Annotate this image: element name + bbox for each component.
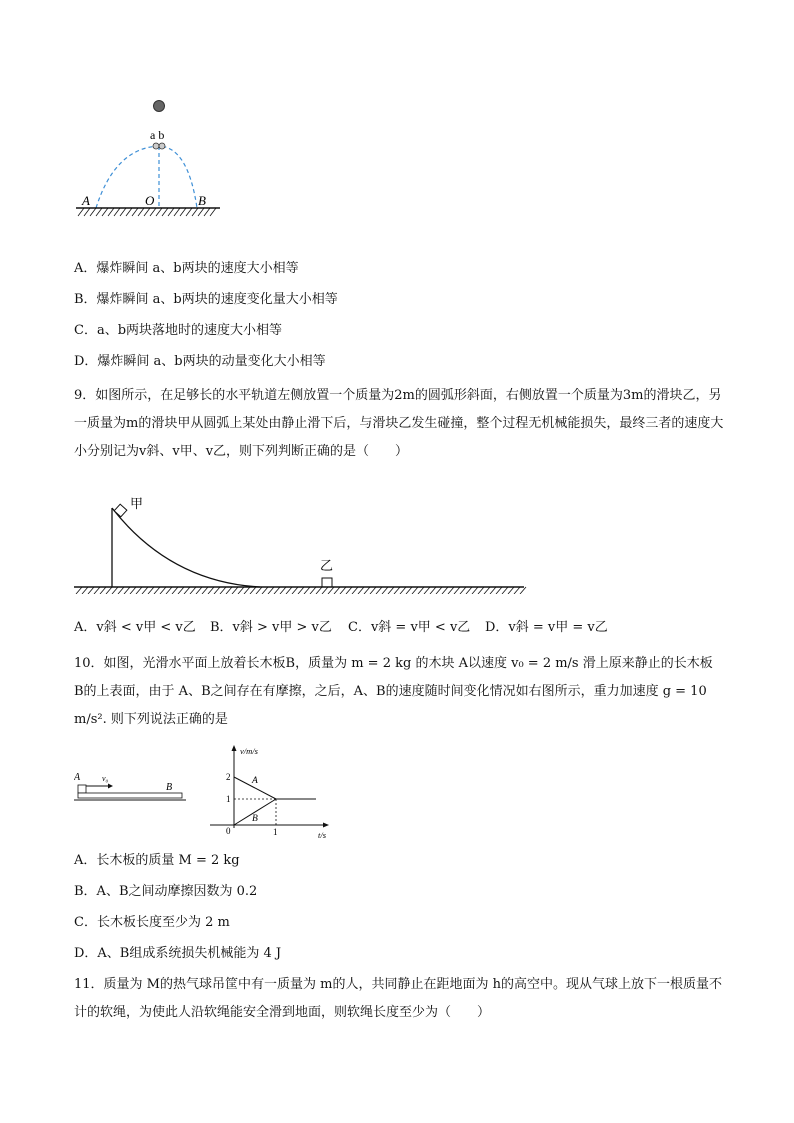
slope-curve xyxy=(112,508,260,587)
hatch-mark xyxy=(94,587,100,594)
hatch-mark xyxy=(448,587,454,594)
arrow-head xyxy=(108,784,113,789)
tick-x-1: 1 xyxy=(273,827,278,837)
hatch-mark xyxy=(76,587,82,594)
hatch-mark xyxy=(130,587,136,594)
hatch-mark xyxy=(436,587,442,594)
label-jia: 甲 xyxy=(130,496,144,511)
hatch-mark xyxy=(496,587,502,594)
hatch-mark xyxy=(520,587,526,594)
hatch-mark xyxy=(166,587,172,594)
hatch-mark xyxy=(466,587,472,594)
hatch-mark xyxy=(160,587,166,594)
hatch-mark xyxy=(328,587,334,594)
top-ball xyxy=(154,101,165,112)
hatch-mark xyxy=(418,587,424,594)
hatch-mark xyxy=(136,587,142,594)
hatch-mark xyxy=(124,587,130,594)
q8-option-a: A．爆炸瞬间 a、b两块的速度大小相等 xyxy=(74,261,299,276)
y-axis-arrow xyxy=(232,745,237,751)
tick-y-2: 2 xyxy=(226,772,231,782)
q10-option-a: A．长木板的质量 M = 2 kg xyxy=(74,853,240,868)
hatch-mark xyxy=(430,587,436,594)
hatch-mark xyxy=(322,587,328,594)
label-v0: v₀ xyxy=(102,774,109,783)
hatch-mark xyxy=(154,587,160,594)
hatch-mark xyxy=(172,587,178,594)
hatch-mark xyxy=(106,587,112,594)
hatch-mark xyxy=(280,587,286,594)
hatch-mark xyxy=(298,587,304,594)
q9-option-c: C．v斜 = v甲 < v乙 xyxy=(348,620,471,635)
hatch-mark xyxy=(502,587,508,594)
q9-question-text: 9．如图所示，在足够长的水平轨道左侧放置一个质量为2m的圆弧形斜面，右侧放置一个质量为3m的滑块乙，另一质量为m的滑块甲从圆弧上某处由静止滑下后，与滑块乙发生碰撞，整个过程无机械能损失，最终三者的速度大小分别记为v斜、v甲、v乙，则下列判断正确的是（ ） xyxy=(74,388,724,459)
hatch-mark xyxy=(454,587,460,594)
block-jia xyxy=(114,504,127,517)
q8-option-b: B．爆炸瞬间 a、b两块的速度变化量大小相等 xyxy=(74,292,338,307)
hatch-mark xyxy=(202,587,208,594)
hatch-mark xyxy=(226,587,232,594)
hatch-mark xyxy=(382,587,388,594)
hatch-mark xyxy=(388,587,394,594)
hatch-mark xyxy=(118,587,124,594)
x-axis-label: t/s xyxy=(318,830,327,840)
hatch-mark xyxy=(112,587,118,594)
q10-option-c: C．长木板长度至少为 2 m xyxy=(74,915,230,930)
hatch-mark xyxy=(406,587,412,594)
q9-option-a: A．v斜 < v甲 < v乙 xyxy=(74,620,196,635)
q10-question-text: 10．如图，光滑水平面上放着长木板B，质量为 m = 2 kg 的木块 A以速度 v₀ = 2 m/s 滑上原来静止的长木板 B的上表面，由于 A、B之间存在有摩擦，之后，A、B的速度随时间变化情况如右图所示，重力加速度 g = 10 m/s². 则下列说法正确的是 xyxy=(74,656,713,727)
fragment-a xyxy=(153,143,159,149)
q8-explosion-diagram xyxy=(70,96,230,221)
block-A xyxy=(78,785,86,793)
fragment-b xyxy=(159,143,165,149)
hatch-mark xyxy=(484,587,490,594)
hatch-mark xyxy=(208,587,214,594)
tick-y-1: 1 xyxy=(226,794,231,804)
hatch-mark xyxy=(508,587,514,594)
label-O: O xyxy=(145,193,155,208)
board-B xyxy=(78,793,182,798)
hatch-mark xyxy=(340,587,346,594)
block-yi xyxy=(322,578,332,587)
q9-options-row xyxy=(74,618,724,638)
hatch-mark xyxy=(190,587,196,594)
hatch-mark xyxy=(472,587,478,594)
curve-A-label: A xyxy=(252,776,258,786)
hatch-mark xyxy=(310,587,316,594)
q9-option-d: D．v斜 = v甲 = v乙 xyxy=(485,620,608,635)
hatch-mark xyxy=(178,587,184,594)
x-axis-arrow xyxy=(323,823,329,828)
hatch-mark xyxy=(184,587,190,594)
q10-board-diagram xyxy=(74,770,186,804)
q11-question-text: 11．质量为 M的热气球吊筐中有一质量为 m的人，共同静止在距地面为 h的高空中。现从气球上放下一根质量不计的软绳，为使此人沿软绳能安全滑到地面，则软绳长度至少为（ ） xyxy=(74,977,722,1020)
hatch-mark xyxy=(490,587,496,594)
q10-option-b: B．A、B之间动摩擦因数为 0.2 xyxy=(74,884,258,899)
q8-option-c: C．a、b两块落地时的速度大小相等 xyxy=(74,323,283,338)
hatch-mark xyxy=(88,587,94,594)
ground-hatching xyxy=(76,587,526,594)
q10-option-d: D．A、B组成系统损失机械能为 4 J xyxy=(74,946,282,961)
hatch-mark xyxy=(304,587,310,594)
hatch-mark xyxy=(352,587,358,594)
q10-vt-graph xyxy=(206,742,336,842)
label-B: B xyxy=(198,193,206,208)
hatch-mark xyxy=(244,587,250,594)
hatch-mark xyxy=(346,587,352,594)
hatch-mark xyxy=(412,587,418,594)
ab-label: a b xyxy=(150,128,165,142)
label-yi: 乙 xyxy=(320,558,334,573)
hatch-mark xyxy=(376,587,382,594)
hatch-mark xyxy=(250,587,256,594)
y-axis-label: v/m/s xyxy=(240,746,258,756)
hatch-mark xyxy=(358,587,364,594)
curve-B-label: B xyxy=(252,814,258,824)
hatch-mark xyxy=(424,587,430,594)
hatch-mark xyxy=(232,587,238,594)
hatch-mark xyxy=(460,587,466,594)
label-A-block: A xyxy=(74,772,81,783)
ground-hatching xyxy=(78,208,216,216)
hatch-mark xyxy=(268,587,274,594)
hatch-mark xyxy=(334,587,340,594)
hatch-mark xyxy=(478,587,484,594)
origin-label: 0 xyxy=(226,826,231,836)
hatch-mark xyxy=(370,587,376,594)
hatch-mark xyxy=(514,587,520,594)
hatch-mark xyxy=(286,587,292,594)
q8-option-d: D．爆炸瞬间 a、b两块的动量变化大小相等 xyxy=(74,354,326,369)
q9-option-b: B．v斜 > v甲 > v乙 xyxy=(210,620,332,635)
hatch-mark xyxy=(394,587,400,594)
hatch-mark xyxy=(274,587,280,594)
hatch-mark xyxy=(364,587,370,594)
hatch-mark xyxy=(82,587,88,594)
hatch-mark xyxy=(316,587,322,594)
hatch-mark xyxy=(292,587,298,594)
q9-slope-diagram xyxy=(70,494,530,594)
hatch-mark xyxy=(214,587,220,594)
hatch-mark xyxy=(400,587,406,594)
hatch-mark xyxy=(148,587,154,594)
hatch-mark xyxy=(196,587,202,594)
hatch-mark xyxy=(256,587,262,594)
label-B-board: B xyxy=(166,782,173,793)
hatch-mark xyxy=(220,587,226,594)
hatch-mark xyxy=(238,587,244,594)
hatch-mark xyxy=(442,587,448,594)
hatch-mark xyxy=(262,587,268,594)
hatch-mark xyxy=(100,587,106,594)
label-A: A xyxy=(82,193,90,208)
hatch-mark xyxy=(142,587,148,594)
